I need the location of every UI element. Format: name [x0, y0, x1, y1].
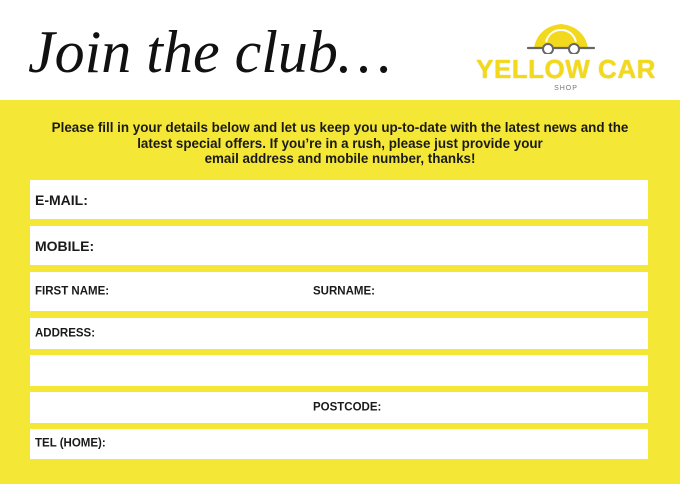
- postcode-row[interactable]: [30, 392, 648, 423]
- email-field[interactable]: [30, 180, 648, 219]
- surname-label: SURNAME:: [313, 284, 375, 297]
- logo-text: YELLOW CAR: [476, 54, 656, 84]
- address-line-2-field[interactable]: [30, 355, 648, 386]
- postcode-label: POSTCODE:: [313, 400, 382, 413]
- tel-home-label: TEL (HOME):: [35, 437, 106, 450]
- address-label: ADDRESS:: [35, 326, 96, 339]
- intro-text: [20, 120, 660, 167]
- name-row[interactable]: [30, 272, 648, 311]
- yellow-car-shop-logo: [466, 18, 666, 90]
- address-field[interactable]: [30, 318, 648, 349]
- intro-line: Please fill in your details below and let us keep you up-to-date with the latest news and the: [51, 120, 629, 135]
- page-title: Join the club…: [28, 19, 392, 85]
- mobile-field[interactable]: [30, 226, 648, 265]
- logo-subtext: SHOP: [554, 85, 578, 92]
- intro-line: latest special offers. If you’re in a rush, please just provide your: [137, 135, 543, 151]
- mobile-label: MOBILE:: [35, 237, 95, 254]
- email-label: E-MAIL:: [35, 191, 88, 208]
- first-name-label: FIRST NAME:: [35, 284, 110, 297]
- car-logo-icon: [526, 18, 596, 54]
- header: [0, 0, 680, 100]
- intro-line: email address and mobile number, thanks!: [204, 151, 476, 166]
- tel-home-field[interactable]: [30, 429, 648, 459]
- bottom-border: [0, 484, 680, 488]
